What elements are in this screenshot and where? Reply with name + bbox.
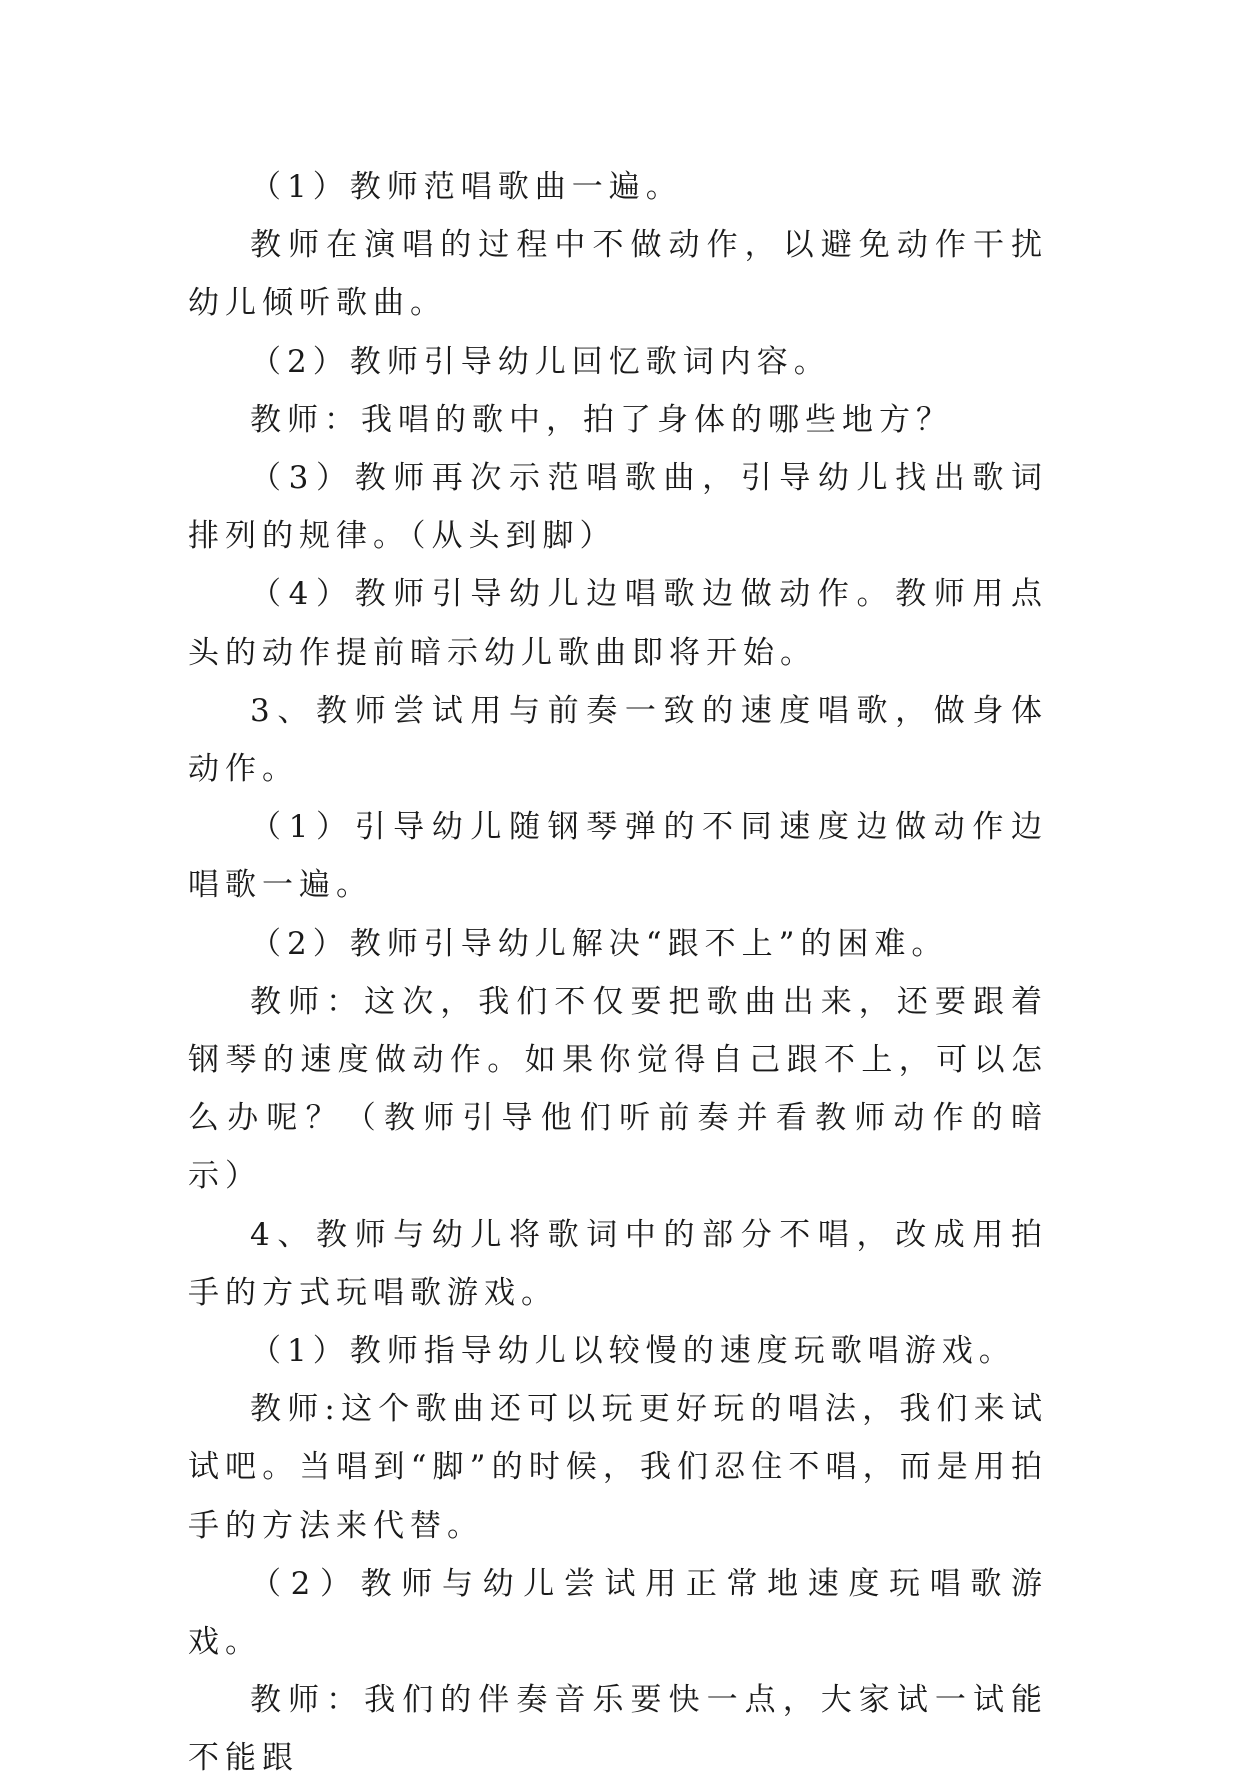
paragraph: （1）引导幼儿随钢琴弹的不同速度边做动作边唱歌一遍。 xyxy=(188,809,1048,904)
paragraph: （2）教师与幼儿尝试用正常地速度玩唱歌游戏。 xyxy=(188,1565,1048,1661)
paragraph: （2）教师引导幼儿回忆歌词内容。 xyxy=(250,343,831,380)
paragraph: 4、教师与幼儿将歌词中的部分不唱，改成用拍手的方式玩唱歌游戏。 xyxy=(188,1216,1048,1311)
document-body xyxy=(188,158,1048,1788)
paragraph: 教师在演唱的过程中不做动作，以避免动作干扰幼儿倾听歌曲。 xyxy=(188,227,1048,322)
paragraph: 教师：我们的伴奏音乐要快一点，大家试一试能不能跟 xyxy=(188,1682,1048,1777)
paragraph: 3、教师尝试用与前奏一致的速度唱歌，做身体动作。 xyxy=(188,692,1048,788)
paragraph: （4）教师引导幼儿边唱歌边做动作。教师用点头的动作提前暗示幼儿歌曲即将开始。 xyxy=(188,576,1048,671)
paragraph: （1）教师指导幼儿以较慢的速度玩歌唱游戏。 xyxy=(250,1333,1016,1370)
paragraph: （1）教师范唱歌曲一遍。 xyxy=(250,169,683,205)
paragraph: （3）教师再次示范唱歌曲，引导幼儿找出歌词排列的规律。（从头到脚） xyxy=(188,460,1048,555)
paragraph: （2）教师引导幼儿解决“跟不上”的困难。 xyxy=(250,925,949,962)
paragraph: 教师:这个歌曲还可以玩更好玩的唱法，我们来试试吧。当唱到“脚”的时候，我们忍住不唱，而是用拍手的方法来代替。 xyxy=(188,1391,1048,1544)
paragraph: 教师：我唱的歌中，拍了身体的哪些地方？ xyxy=(250,401,953,438)
paragraph: 教师：这次，我们不仅要把歌曲出来，还要跟着钢琴的速度做动作。如果你觉得自己跟不上，可以怎么办呢？（教师引导他们听前奏并看教师动作的暗示） xyxy=(188,983,1048,1195)
